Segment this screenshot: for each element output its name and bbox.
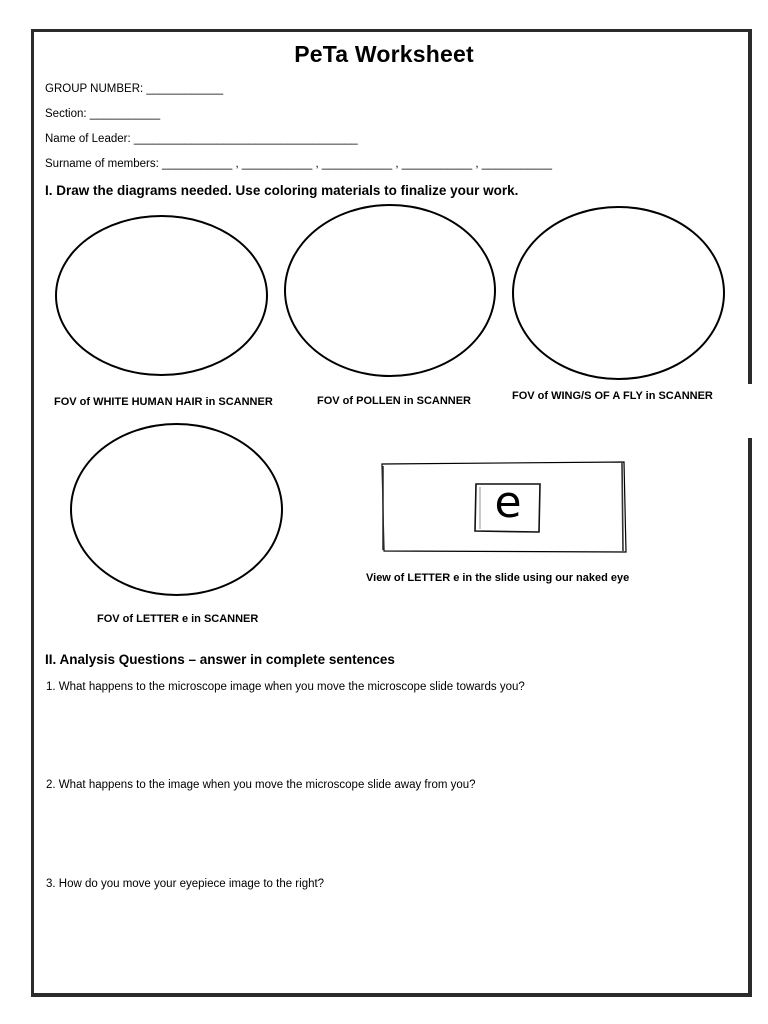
- members-surname-field: Surname of members: ___________ , ___________ , ___________ , ___________ , ___________: [45, 158, 553, 170]
- part-two-heading: II. Analysis Questions – answer in complete sentences: [45, 652, 395, 667]
- question-3: 3. How do you move your eyepiece image to the right?: [46, 878, 325, 890]
- worksheet-title: PeTa Worksheet: [294, 41, 474, 67]
- pollen-caption: FOV of POLLEN in SCANNER: [317, 395, 471, 407]
- border-gap: [746, 384, 768, 438]
- wing-caption: FOV of WING/S OF A FLY in SCANNER: [512, 390, 713, 402]
- group-number-field: GROUP NUMBER: ____________: [45, 83, 224, 95]
- letter-e-caption: FOV of LETTER e in SCANNER: [97, 613, 259, 625]
- hair-caption: FOV of WHITE HUMAN HAIR in SCANNER: [54, 396, 273, 408]
- wing-drawing-circle: [512, 206, 725, 380]
- naked-eye-caption: View of LETTER e in the slide using our naked eye: [366, 572, 630, 584]
- hair-drawing-circle: [55, 215, 268, 376]
- part-one-heading: I. Draw the diagrams needed. Use coloring materials to finalize your work.: [45, 183, 519, 198]
- question-1: 1. What happens to the microscope image when you move the microscope slide towards you?: [46, 681, 525, 693]
- slide-letter-e: e: [494, 477, 522, 528]
- letter-e-drawing-circle: [70, 423, 283, 596]
- leader-name-field: Name of Leader: ___________________________________: [45, 133, 358, 145]
- section-field: Section: ___________: [45, 108, 161, 120]
- pollen-drawing-circle: [284, 204, 496, 377]
- question-2: 2. What happens to the image when you move the microscope slide away from you?: [46, 779, 476, 791]
